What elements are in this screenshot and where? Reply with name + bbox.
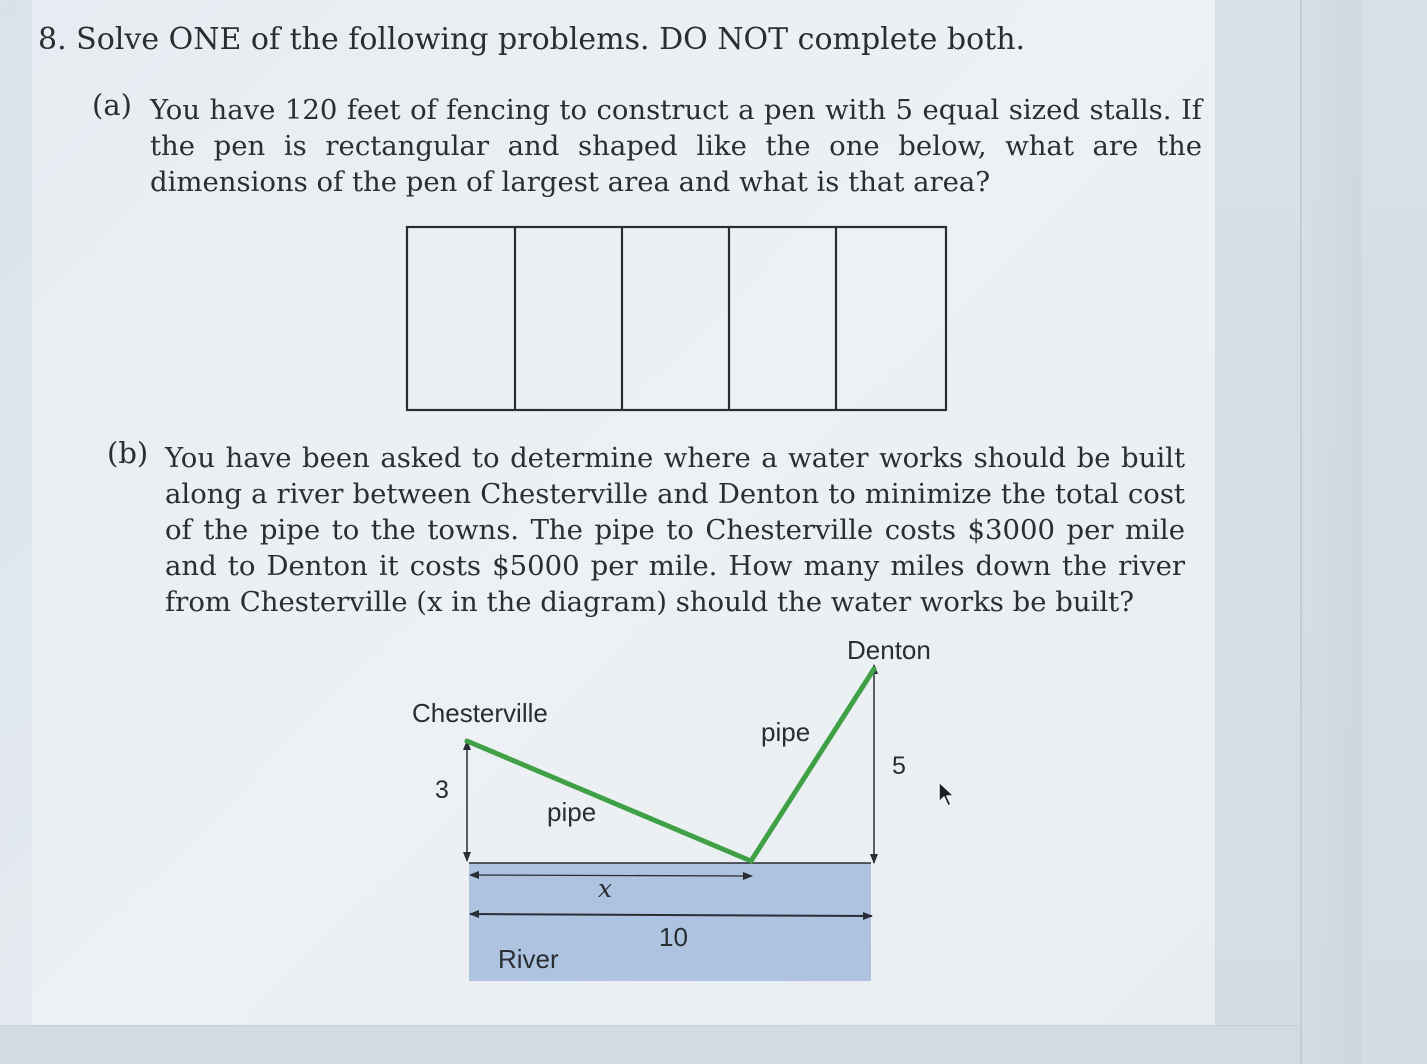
x-label: x: [598, 874, 613, 903]
river-label: River: [498, 944, 559, 974]
pipe-right-label: pipe: [761, 717, 811, 747]
part-b-label: (b): [107, 436, 149, 470]
screen-bottom-margin: [0, 1025, 1300, 1064]
part-a-label: (a): [92, 88, 132, 122]
pen-outline: [407, 227, 946, 410]
chesterville-height-label: 3: [435, 776, 449, 804]
monitor-bezel: [1300, 0, 1362, 1064]
part-b-text: You have been asked to determine where a water works should be built along a river between Chesterville and Denton to minimize the total cost of the pipe to the towns. The pipe to Chesterville costs $3000 per mile and to Denton it costs $5000 per mile. How many miles down the river from Chesterville (x in the diagram) should the water works be built?: [165, 442, 1185, 618]
part-a-text: You have 120 feet of fencing to construct a pen with 5 equal sized stalls. If the pen is rectangular and shaped like the one below, what are the dimensions of the pen of largest area and what is that area?: [150, 94, 1202, 198]
pipe-to-denton: [751, 669, 874, 861]
pipe-left-label: pipe: [547, 797, 597, 827]
river-diagram: [400, 625, 960, 995]
chesterville-label: Chesterville: [412, 698, 548, 728]
pipe-to-chesterville: [467, 741, 751, 861]
denton-label: Denton: [847, 635, 931, 665]
question-heading: [38, 22, 1025, 57]
mouse-cursor-icon: [937, 780, 959, 810]
denton-height-label: 5: [892, 752, 906, 780]
pen-diagram: [400, 220, 952, 418]
question-number: 8.: [38, 22, 67, 57]
total-distance-label: 10: [659, 922, 688, 952]
question-instruction: Solve ONE of the following problems. DO NOT complete both.: [76, 22, 1026, 57]
